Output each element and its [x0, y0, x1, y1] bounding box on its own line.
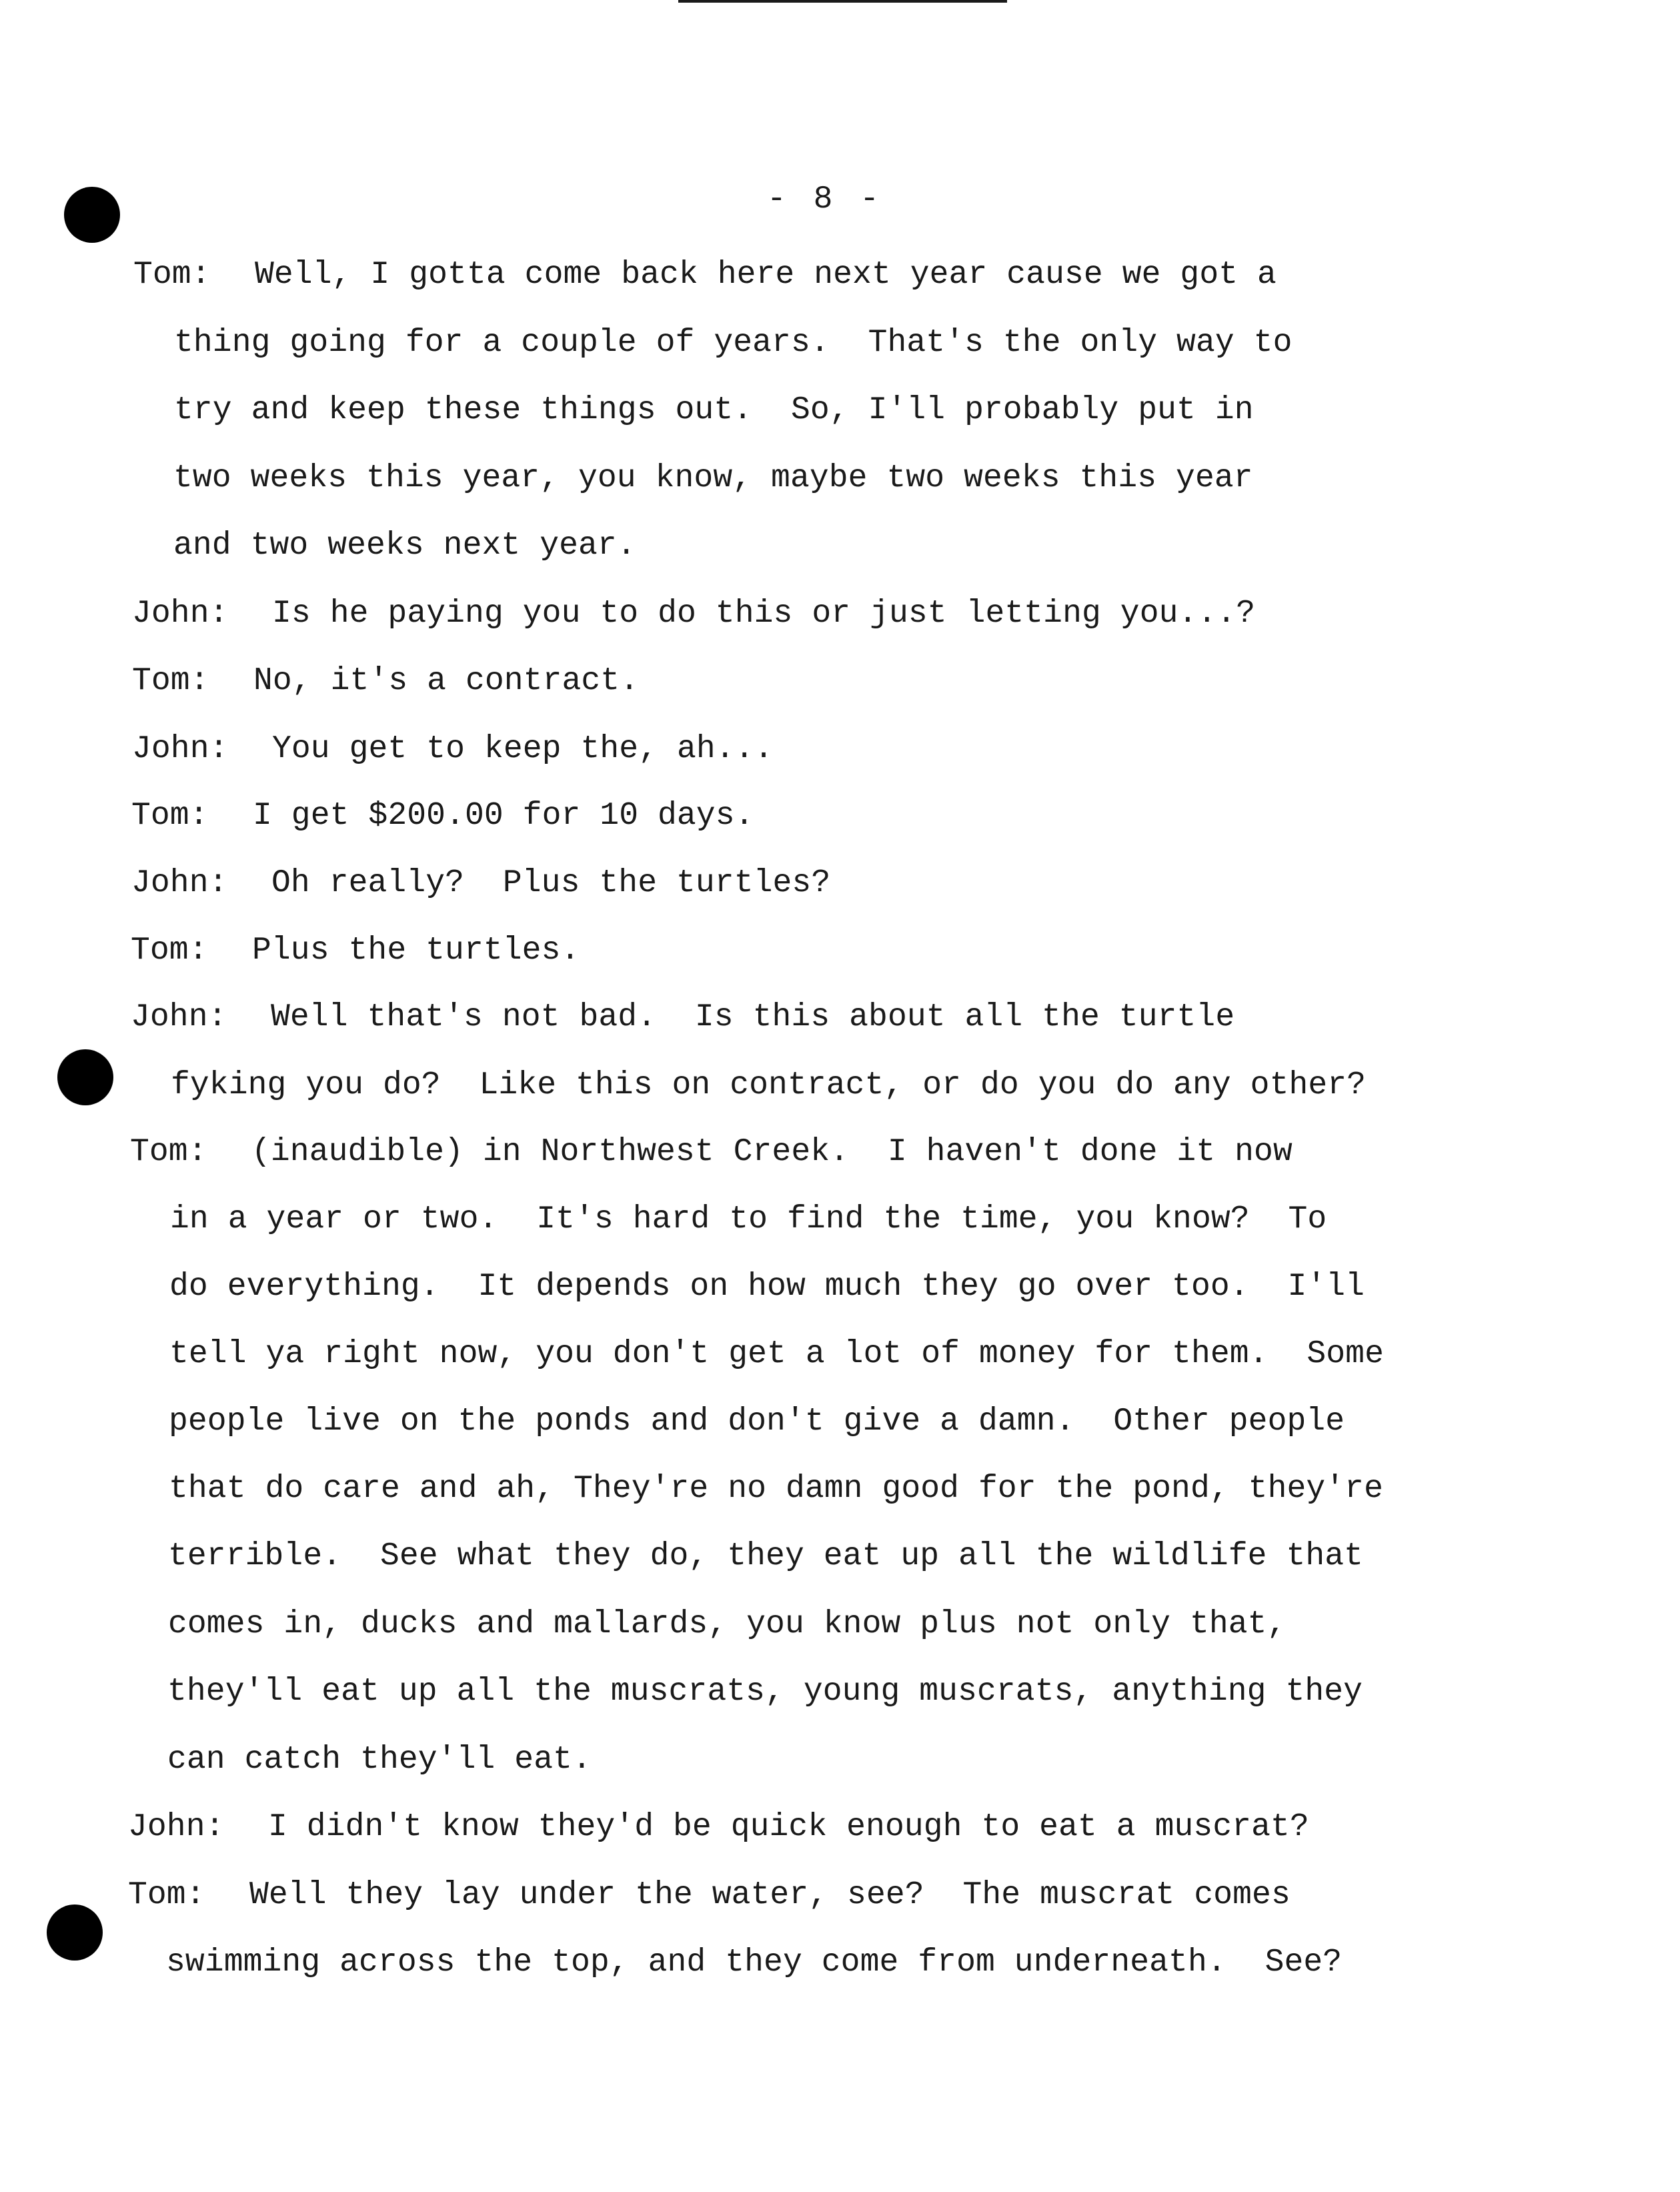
dialogue-continuation: two weeks this year, you know, maybe two weeks this year [173, 460, 1253, 496]
punch-hole-middle [57, 1049, 113, 1105]
dialogue-continuation: tell ya right now, you don't get a lot of money for them. Some [169, 1336, 1384, 1372]
dialogue-continuation: swimming across the top, and they come from underneath. See? [166, 1945, 1343, 1981]
dialogue-text: Oh really? Plus the turtles? [271, 865, 831, 901]
dialogue-continuation: do everything. It depends on how much they go over too. I'll [169, 1269, 1365, 1305]
dialogue-continuation: comes in, ducks and mallards, you know plus not only that, [168, 1606, 1287, 1642]
speaker-label: John: [128, 1809, 225, 1845]
dialogue-continuation: try and keep these things out. So, I'll probably put in [174, 392, 1254, 428]
dialogue-continuation: and two weeks next year. [173, 528, 636, 564]
dialogue-text: Well, I gotta come back here next year cause we got a [255, 257, 1277, 293]
dialogue-continuation: thing going for a couple of years. That's the only way to [174, 325, 1293, 361]
speaker-label: John: [132, 731, 229, 767]
dialogue-continuation: people live on the ponds and don't give a damn. Other people [169, 1404, 1345, 1440]
speaker-label: Tom: [133, 257, 211, 293]
dialogue-continuation: that do care and ah, They're no damn good for the pond, they're [169, 1471, 1383, 1507]
speaker-label: Tom: [130, 1134, 207, 1170]
dialogue-text: Well that's not bad. Is this about all the turtle [271, 999, 1235, 1035]
dialogue-text: No, it's a contract. [253, 663, 640, 699]
speaker-label: Tom: [128, 1877, 205, 1913]
speaker-label: Tom: [131, 933, 208, 969]
dialogue-text: I didn't know they'd be quick enough to eat a muscrat? [268, 1809, 1309, 1845]
dialogue-text: Well they lay under the water, see? The muscrat comes [249, 1877, 1291, 1913]
speaker-label: Tom: [132, 663, 209, 699]
dialogue-text: I get $200.00 for 10 days. [253, 798, 754, 834]
dialogue-text: You get to keep the, ah... [272, 731, 774, 767]
speaker-label: John: [131, 865, 228, 901]
punch-hole-bottom [47, 1904, 103, 1961]
speaker-label: John: [131, 999, 227, 1035]
dialogue-continuation: fyking you do? Like this on contract, or do you do any other? [171, 1067, 1367, 1103]
dialogue-text: (inaudible) in Northwest Creek. I haven't done it now [251, 1134, 1293, 1170]
dialogue-continuation: terrible. See what they do, they eat up all the wildlife that [168, 1538, 1364, 1574]
top-rule [678, 0, 1007, 3]
dialogue-text: Plus the turtles. [252, 933, 580, 969]
punch-hole-top [64, 187, 120, 243]
dialogue-continuation: in a year or two. It's hard to find the time, you know? To [170, 1201, 1327, 1237]
dialogue-continuation: they'll eat up all the muscrats, young muscrats, anything they [167, 1674, 1363, 1710]
speaker-label: Tom: [131, 798, 209, 834]
dialogue-text: Is he paying you to do this or just letting you...? [272, 596, 1256, 632]
speaker-label: John: [132, 596, 229, 632]
dialogue-continuation: can catch they'll eat. [167, 1742, 592, 1778]
page-number: - 8 - [767, 181, 884, 217]
